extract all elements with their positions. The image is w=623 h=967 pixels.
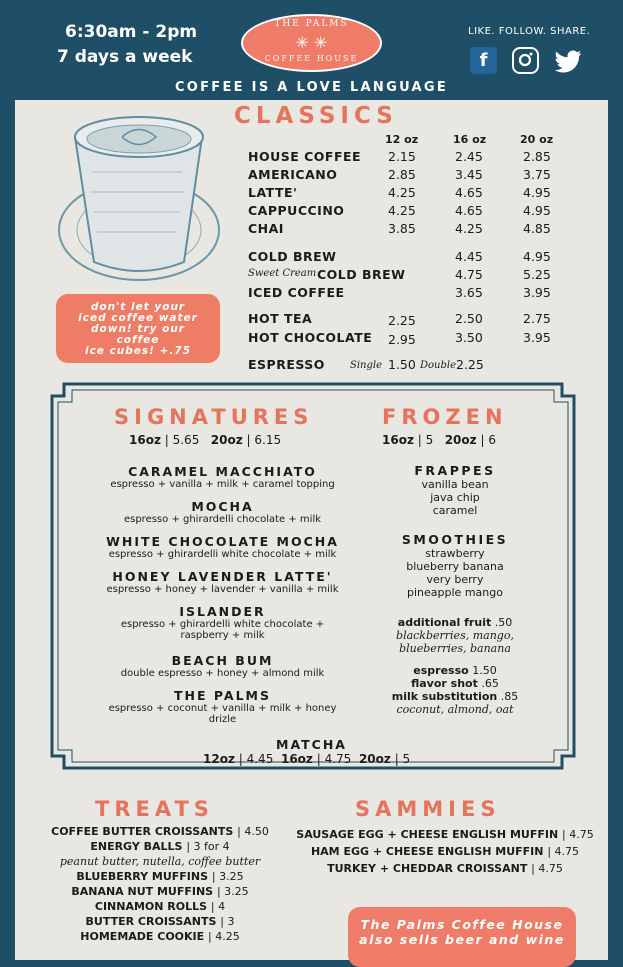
treat-name: COFFEE BUTTER CROISSANTS [51, 825, 234, 838]
price: 1.50 [388, 357, 416, 372]
price: 6.15 [254, 433, 282, 447]
signature-name: THE PALMS [174, 688, 271, 703]
price: 2.95 [388, 332, 416, 347]
signature-name: ISLANDER [179, 604, 266, 619]
bubble-line: don't let your [90, 301, 186, 313]
item-sweet-cream-cold-brew: COLD BREW [317, 267, 406, 282]
flavor: java chip [430, 491, 480, 504]
addon-label: milk substitution [391, 690, 498, 703]
price: 4.25 [388, 185, 416, 200]
beer-wine-promo [348, 907, 576, 967]
promo-line: The Palms Coffee House [360, 917, 564, 932]
frozen-title: FROZEN [382, 405, 508, 429]
logo [241, 14, 382, 72]
logo-bottom-text: COFFEE HOUSE [264, 54, 359, 63]
price: 4.65 [455, 203, 483, 218]
price: .50 [494, 616, 513, 629]
price: 5 [402, 752, 411, 766]
promo-line: also sells beer and wine [359, 932, 565, 947]
size-header-16: 16 oz [453, 133, 487, 146]
price: 3.85 [388, 221, 416, 236]
price: 3 for 4 [193, 840, 230, 853]
bubble-line: iced coffee water [78, 312, 198, 324]
instagram-icon[interactable] [512, 47, 539, 74]
price: 4.75 [455, 267, 483, 282]
size-label: 16oz [280, 752, 313, 766]
sammie-name: TURKEY + CHEDDAR CROISSANT [327, 862, 528, 875]
price: 4 [218, 900, 226, 913]
price: 1.50 [472, 664, 497, 677]
price: 4.50 [244, 825, 269, 838]
treat-item: ENERGY BALLS | 3 for 4 [90, 840, 230, 853]
treat-item: HOMEMADE COOKIE | 4.25 [80, 930, 240, 943]
signature-desc: espresso + ghirardelli white chocolate + [120, 619, 325, 630]
treat-note: peanut butter, nutella, coffee butter [59, 855, 261, 868]
item-americano: AMERICANO [248, 167, 338, 182]
price: 4.95 [523, 203, 551, 218]
sammie-name: SAUSAGE EGG + CHEESE ENGLISH MUFFIN [296, 828, 559, 841]
item-latte: LATTE' [248, 185, 298, 200]
addon-options: blackberries, mango, [396, 629, 514, 642]
price: 4.45 [246, 752, 274, 766]
logo-top-text: THE PALMS [274, 19, 349, 29]
signature-desc: double espresso + honey + almond milk [120, 668, 325, 679]
price: 4.25 [388, 203, 416, 218]
signature-name: MOCHA [191, 499, 254, 514]
price: 2.25 [456, 357, 484, 372]
addon-label: flavor shot [411, 677, 478, 690]
hours-line: 6:30am - 2pm [65, 22, 198, 42]
price: 3.95 [523, 285, 551, 300]
price: 4.85 [523, 221, 551, 236]
price: 2.85 [388, 167, 416, 182]
size-label: 20oz [444, 433, 477, 447]
addon-label: espresso [413, 664, 469, 677]
treats-list [40, 825, 280, 943]
signature-desc: espresso + vanilla + milk + caramel topping [110, 479, 335, 490]
size-label: 12oz [203, 752, 235, 766]
frozen-sizes: 16oz | 5 20oz | 6 [382, 433, 496, 447]
treat-item: BANANA NUT MUFFINS | 3.25 [71, 885, 249, 898]
price: 3.25 [219, 870, 244, 883]
tagline: COFFEE IS A LOVE LANGUAGE [174, 80, 449, 95]
signature-desc: espresso + honey + lavender + vanilla + milk [106, 584, 339, 595]
facebook-icon[interactable]: f [470, 47, 497, 74]
addon-options: blueberries, banana [399, 642, 511, 655]
treat-item: BLUEBERRY MUFFINS | 3.25 [76, 870, 244, 883]
item-house-coffee: HOUSE COFFEE [248, 149, 362, 164]
item-hot-chocolate: HOT CHOCOLATE [248, 330, 373, 345]
price: 3.50 [455, 330, 483, 345]
flavor: caramel [432, 504, 478, 517]
size-header-20: 20 oz [520, 133, 554, 146]
frappes-title: FRAPPES [414, 463, 496, 478]
addon-label: additional fruit [397, 616, 492, 629]
additional-fruit [370, 616, 540, 655]
size-label: 16oz [129, 433, 161, 447]
signature-item [90, 688, 355, 725]
sweet-cream-label: Sweet Cream [248, 268, 317, 279]
price: 4.75 [538, 862, 563, 875]
treat-item: COFFEE BUTTER CROISSANTS | 4.50 [51, 825, 269, 838]
price: 3.25 [224, 885, 249, 898]
treats-title: TREATS [95, 797, 214, 821]
signature-desc: raspberry + milk [180, 630, 265, 641]
price: 5.65 [172, 433, 200, 447]
signature-desc: espresso + ghirardelli white chocolate + milk [108, 549, 337, 560]
treat-name: ENERGY BALLS [90, 840, 183, 853]
size-label: 20oz [358, 752, 391, 766]
sammie-item: TURKEY + CHEDDAR CROISSANT | 4.75 [327, 862, 563, 875]
price: 4.25 [215, 930, 240, 943]
price: 3.95 [523, 330, 551, 345]
sammie-item: HAM EGG + CHEESE ENGLISH MUFFIN | 4.75 [310, 845, 580, 858]
price: 4.75 [569, 828, 594, 841]
treat-name: BLUEBERRY MUFFINS [76, 870, 209, 883]
smoothies-title: SMOOTHIES [401, 532, 509, 547]
treat-item: CINNAMON ROLLS | 4 [94, 900, 226, 913]
bubble-line: down! try our [91, 323, 185, 335]
coffee-cup-illustration [52, 112, 227, 290]
size-label: 20oz [210, 433, 243, 447]
price: 2.25 [388, 313, 416, 328]
smoothies-section [370, 532, 540, 599]
price: 2.75 [523, 311, 551, 326]
price: 2.50 [455, 311, 483, 326]
treat-name: BANANA NUT MUFFINS [71, 885, 214, 898]
classics-title: CLASSICS [234, 103, 398, 129]
addon-options: coconut, almond, oat [396, 703, 514, 716]
signatures-sizes: 16oz | 5.65 20oz | 6.15 [129, 433, 282, 447]
matcha-title: MATCHA [276, 737, 347, 752]
twitter-icon[interactable] [555, 47, 582, 74]
price: 5 [425, 433, 434, 447]
item-chai: CHAI [248, 221, 284, 236]
bubble-line: coffee [116, 334, 160, 346]
matcha-sizes: 12oz | 4.45 16oz | 4.75 20oz | 5 [203, 752, 411, 766]
item-iced-coffee: ICED COFFEE [248, 285, 345, 300]
bubble-line: ice cubes! +.75 [84, 345, 192, 357]
signature-item [90, 464, 355, 490]
flavor: pineapple mango [407, 586, 503, 599]
signature-name: BEACH BUM [171, 653, 274, 668]
price: 3.65 [455, 285, 483, 300]
treat-item: BUTTER CROISSANTS | 3 [85, 915, 235, 928]
sammie-item: SAUSAGE EGG + CHEESE ENGLISH MUFFIN | 4.75 [296, 828, 594, 841]
flavor: strawberry [425, 547, 485, 560]
signature-item [90, 653, 355, 679]
price: .85 [500, 690, 519, 703]
price: 4.95 [523, 249, 551, 264]
price: 6 [488, 433, 496, 447]
price: 4.75 [554, 845, 580, 858]
signature-item [90, 604, 355, 641]
single-label: Single [350, 360, 383, 371]
sammies-title: SAMMIES [355, 797, 501, 821]
signature-desc: drizle [208, 714, 237, 725]
item-cold-brew: COLD BREW [248, 249, 337, 264]
item-espresso: ESPRESSO [248, 357, 325, 372]
social-label: LIKE. FOLLOW. SHARE. [468, 26, 591, 37]
flavor: blueberry banana [406, 560, 504, 573]
signature-desc: espresso + coconut + vanilla + milk + honey [108, 703, 337, 714]
price: 4.95 [523, 185, 551, 200]
flavor: very berry [426, 573, 484, 586]
palm-trees-icon: ✳ ✳ [295, 33, 328, 52]
price: 3.75 [523, 167, 551, 182]
item-cappuccino: CAPPUCCINO [248, 203, 345, 218]
signature-item [90, 569, 355, 595]
price: 4.45 [455, 249, 483, 264]
size-label: 16oz [382, 433, 414, 447]
days-line: 7 days a week [57, 47, 193, 67]
signature-name: WHITE CHOCOLATE MOCHA [106, 534, 339, 549]
item-hot-tea: HOT TEA [248, 311, 313, 326]
double-label: Double [420, 360, 456, 371]
treat-name: BUTTER CROISSANTS [85, 915, 217, 928]
price: 4.65 [455, 185, 483, 200]
price: .65 [481, 677, 499, 690]
price: 2.15 [388, 149, 416, 164]
treat-name: CINNAMON ROLLS [94, 900, 208, 913]
addons [370, 664, 540, 716]
price: 4.75 [324, 752, 352, 766]
flavor: vanilla bean [421, 478, 489, 491]
signature-item [90, 499, 355, 525]
signatures-title: SIGNATURES [114, 405, 314, 429]
signature-name: HONEY LAVENDER LATTE' [112, 569, 333, 584]
signature-desc: espresso + ghirardelli chocolate + milk [123, 514, 322, 525]
price: 2.85 [523, 149, 551, 164]
signature-item [90, 534, 355, 560]
price: 3.45 [455, 167, 483, 182]
treat-name: HOMEMADE COOKIE [80, 930, 205, 943]
frappes-section [370, 463, 540, 517]
price: 4.25 [455, 221, 483, 236]
price: 3 [227, 915, 235, 928]
price: 2.45 [455, 149, 483, 164]
signature-name: CARAMEL MACCHIATO [128, 464, 317, 479]
size-header-12: 12 oz [385, 133, 419, 146]
price: 5.25 [523, 267, 551, 282]
sammies-list [280, 828, 610, 875]
sammie-name: HAM EGG + CHEESE ENGLISH MUFFIN [310, 845, 544, 858]
